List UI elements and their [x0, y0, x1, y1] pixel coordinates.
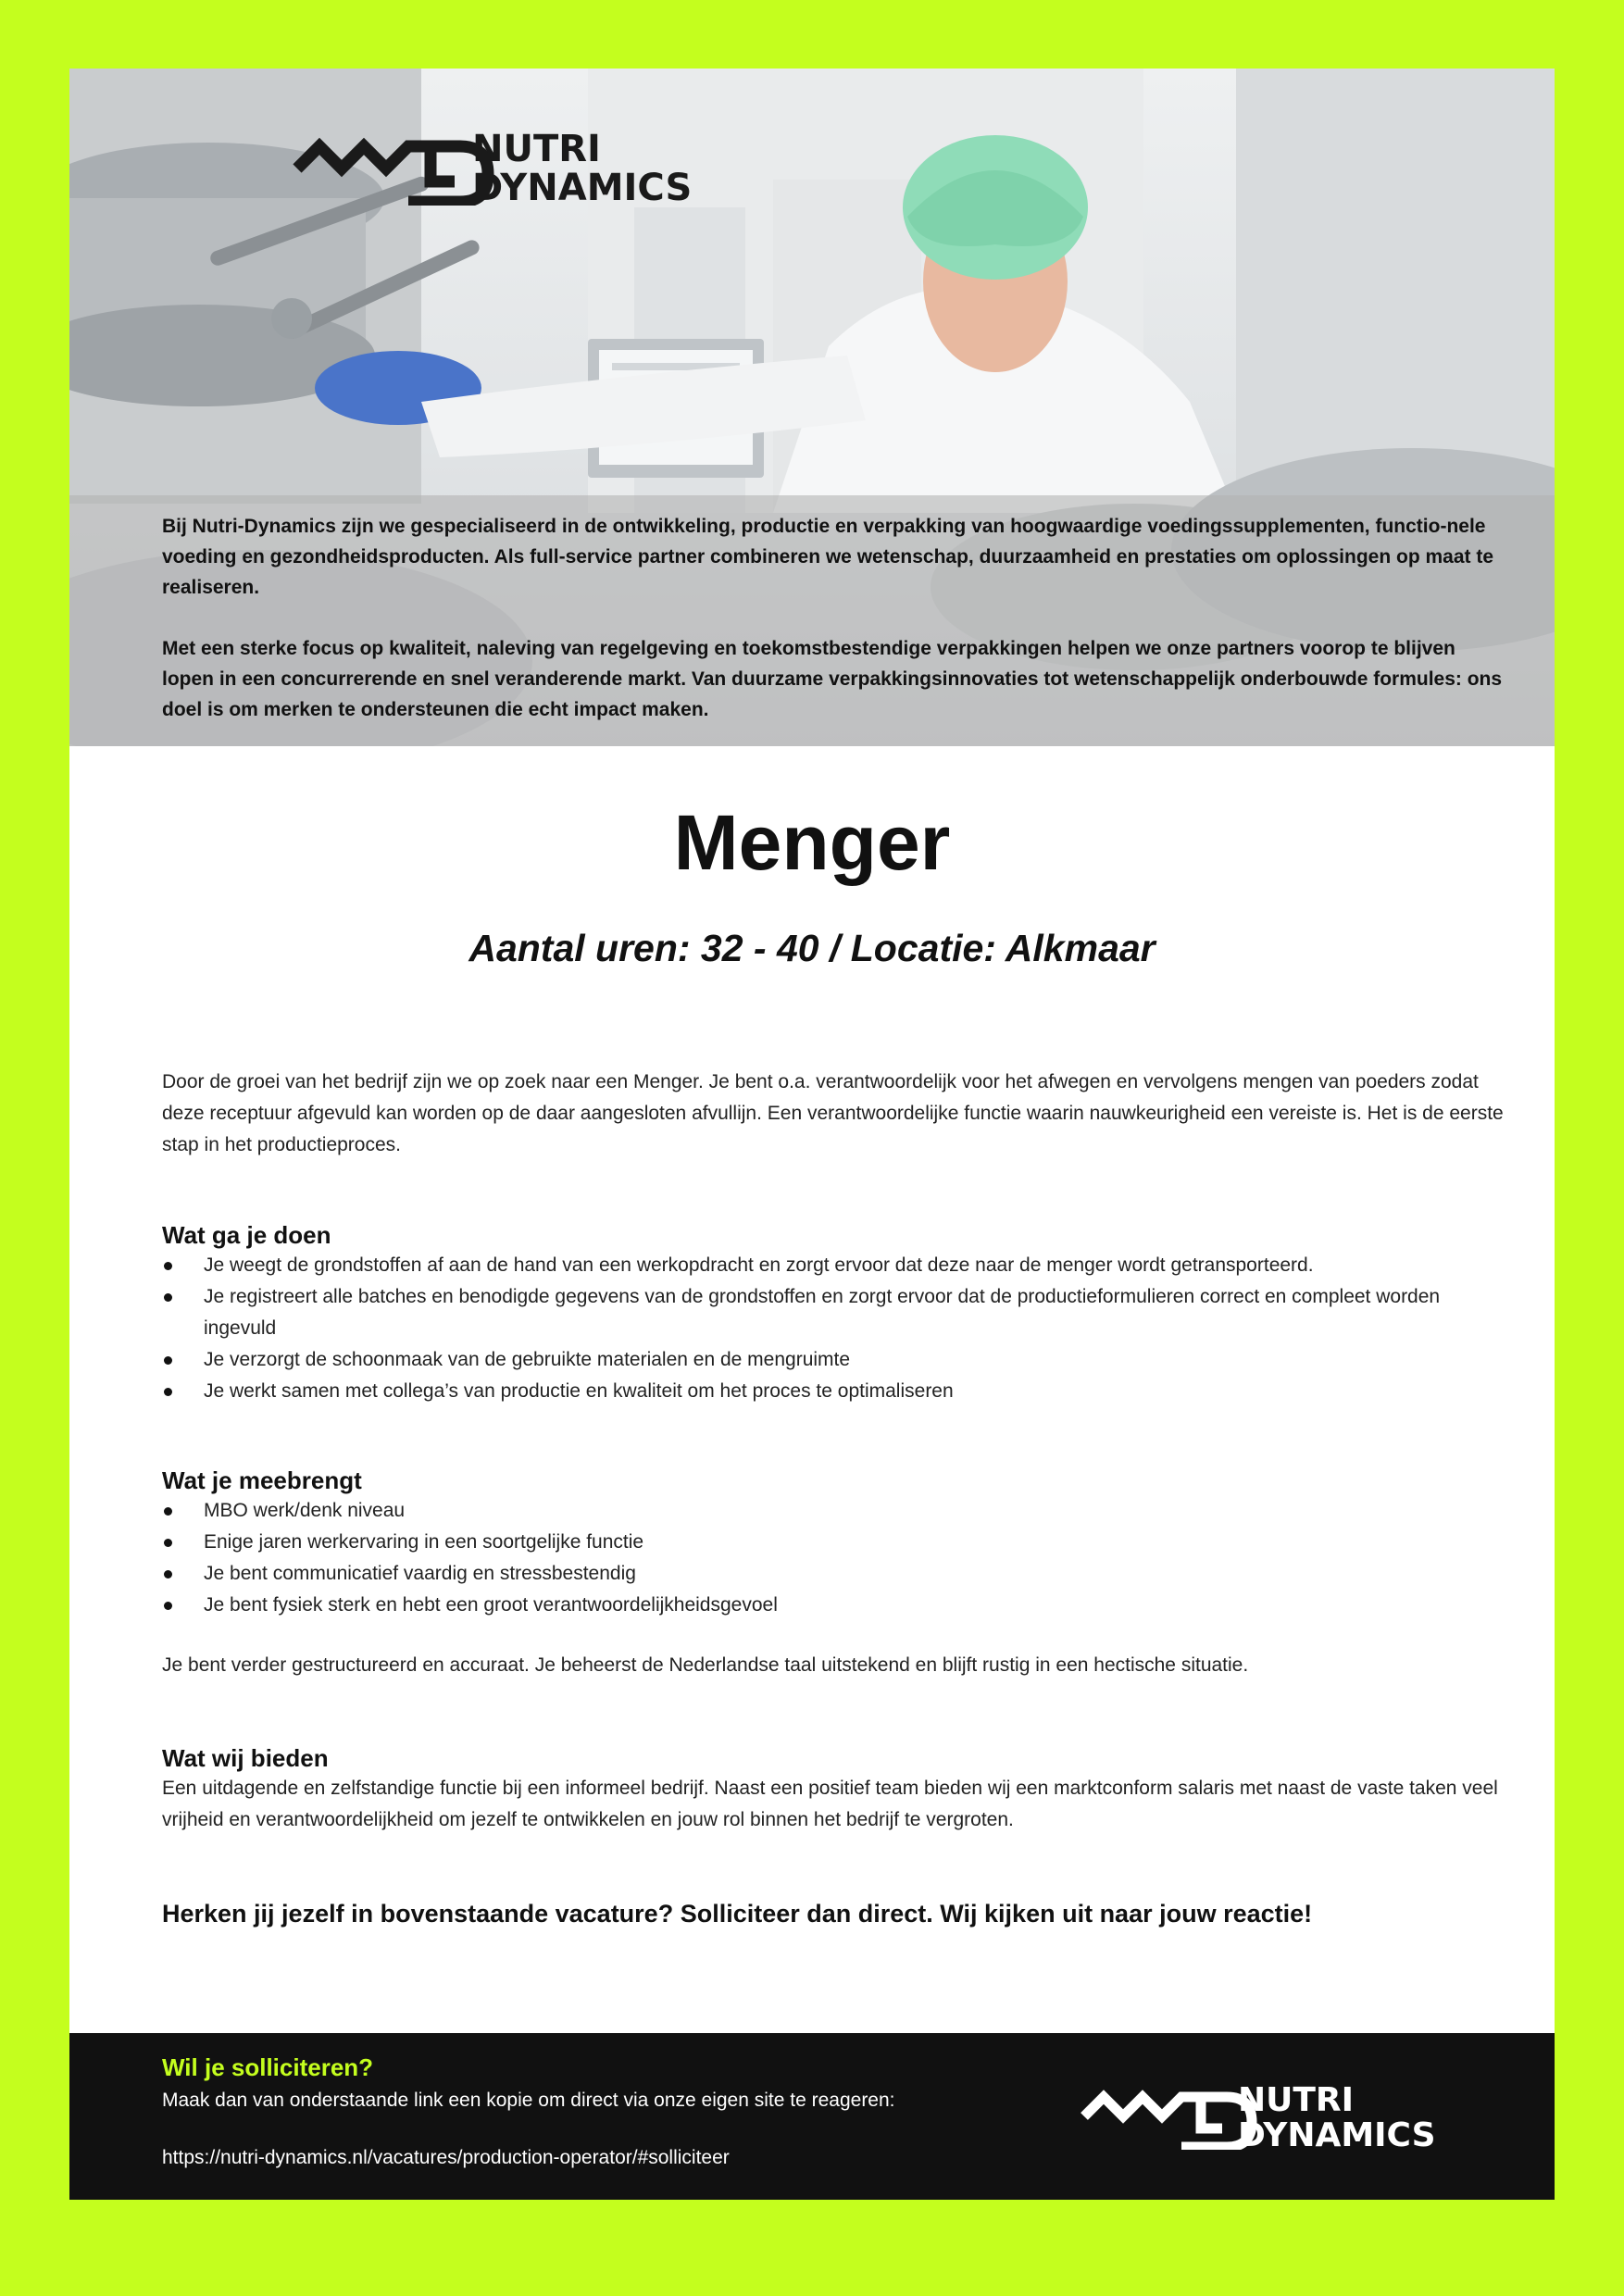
footer-title: Wil je solliciteren? [162, 2053, 374, 2081]
bullet-icon [164, 1262, 172, 1270]
list-item: Je werkt samen met collega’s van productie en kwaliteit om het proces te optimaliseren [162, 1376, 1505, 1407]
list-item: Je bent communicatief vaardig en stressbestendig [162, 1558, 1505, 1590]
bullet-icon [164, 1539, 172, 1547]
company-intro-paragraph-2: Met een sterke focus op kwaliteit, naleving van regelgeving en toekomstbestendige verpakkingen helpen we onze partners voorop te blijven lopen in een concurrerende en snel veranderende markt. Van duurzame verpakkingsinnovaties tot wetenschappelijk onderbouwde formules: ons doel is om merken te ondersteunen die echt impact maken. [162, 638, 1503, 720]
list-item: Je bent fysiek sterk en hebt een groot verantwoordelijkheidsgevoel [162, 1590, 1505, 1621]
list-item: Enige jaren werkervaring in een soortgelijke functie [162, 1527, 1505, 1558]
list-item: Je registreert alle batches en benodigde gegevens van de grondstoffen en zorgt ervoor dat de productieformulieren correct en compleet worden ingevuld [162, 1281, 1505, 1344]
bullet-icon [164, 1602, 172, 1610]
tasks-list [162, 1250, 1505, 1407]
nutri-dynamics-logo-footer [1079, 2076, 1523, 2150]
logo-line2: DYNAMICS [472, 167, 693, 206]
bullet-icon [164, 1293, 172, 1302]
vacancy-sheet [69, 69, 1555, 2200]
bullet-icon [164, 1507, 172, 1516]
requirements-list [162, 1495, 1505, 1621]
logo-line1: NUTRI [1238, 2081, 1355, 2119]
bullet-icon [164, 1388, 172, 1396]
logo-line2: DYNAMICS [1238, 2116, 1436, 2150]
requirements-extra: Je bent verder gestructureerd en accuraat. Je beheerst de Nederlandse taal uitstekend en blijft rustig in een hectische situatie. [162, 1654, 1249, 1676]
nutri-dynamics-logo [292, 122, 792, 206]
bullet-icon [164, 1570, 172, 1578]
call-to-action: Herken jij jezelf in bovenstaande vacature? Solliciteer dan direct. Wij kijken uit naar jouw reactie! [162, 1900, 1313, 1928]
section-heading-meebrengt: Wat je meebrengt [162, 1466, 362, 1494]
logo-line1: NUTRI [472, 128, 601, 170]
section-heading-bieden: Wat wij bieden [162, 1744, 329, 1772]
company-intro-paragraph-1: Bij Nutri-Dynamics zijn we gespecialiseerd in de ontwikkeling, productie en verpakking van hoogwaardige voedingssupplementen, functio-nele voeding en gezondheidsproducten. Als full-service partner combineren we wetenschap, duurzaamheid en prestaties om oplossingen op maat te realiseren. [162, 516, 1494, 598]
hero-banner [69, 69, 1555, 746]
footer-instruction: Maak dan van onderstaande link een kopie om direct via onze eigen site te reageren: [162, 2090, 895, 2111]
job-subtitle: Aantal uren: 32 - 40 / Locatie: Alkmaar [468, 927, 1156, 969]
job-title: Menger [673, 799, 951, 886]
offer-text: Een uitdagende en zelfstandige functie bij een informeel bedrijf. Naast een positief team bieden wij een marktconform salaris met naast de vaste taken veel vrijheid en verantwoordelijkheid om jezelf te ontwikkelen en jouw rol binnen het bedrijf te vergroten. [162, 1778, 1498, 1830]
list-item: Je verzorgt de schoonmaak van de gebruikte materialen en de mengruimte [162, 1344, 1505, 1376]
bullet-icon [164, 1356, 172, 1365]
list-item: Je weegt de grondstoffen af aan de hand van een werkopdracht en zorgt ervoor dat deze naar de menger wordt getransporteerd. [162, 1250, 1505, 1281]
list-item: MBO werk/denk niveau [162, 1495, 1505, 1527]
apply-link[interactable]: https://nutri-dynamics.nl/vacatures/production-operator/#solliciteer [162, 2147, 730, 2168]
section-heading-doen: Wat ga je doen [162, 1221, 331, 1249]
job-intro: Door de groei van het bedrijf zijn we op zoek naar een Menger. Je bent o.a. verantwoordelijk voor het afwegen en vervolgens mengen van poeders zodat deze receptuur afgevuld kan worden op de daar aangesloten afvullijn. Een verantwoordelijke functie waarin nauwkeurigheid een vereiste is. Het is de eerste stap in het productieproces. [162, 1071, 1504, 1155]
